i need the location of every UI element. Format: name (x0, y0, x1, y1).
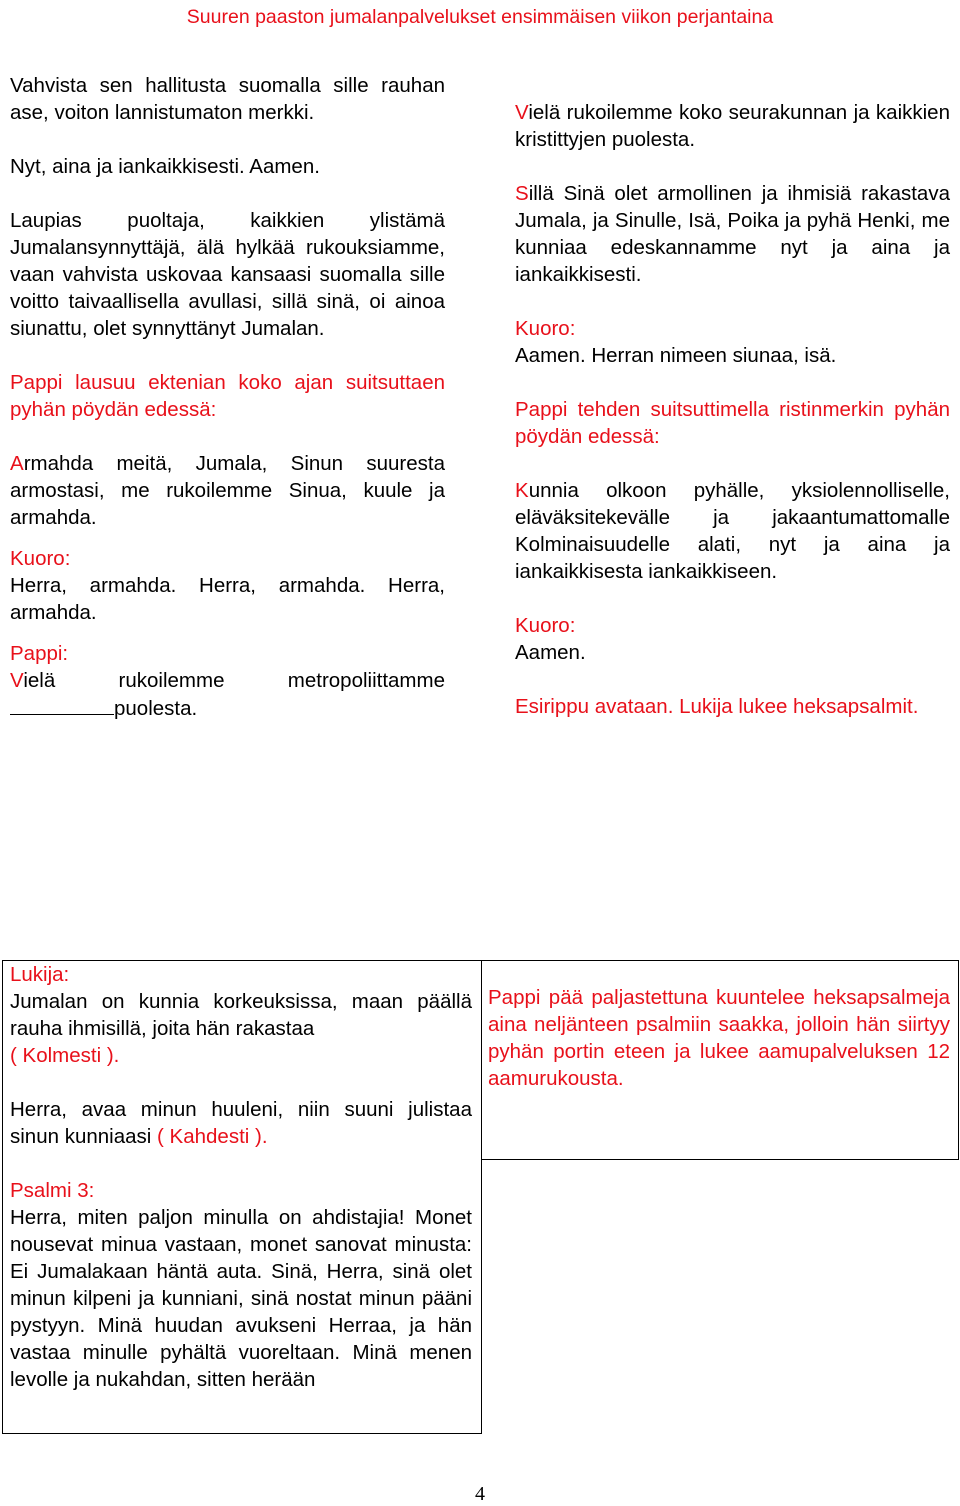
page-number: 4 (475, 1483, 485, 1505)
psalm-text: Herra, miten paljon minulla on ahdistajia! Monet nousevat minua vastaan, monet sanovat minusta: Ei Jumalakaan häntä auta. Sinä, Herra, sinä olet minun kilpeni ja kunniani, sinä nostat minun pääni pystyyn. Minä huudan avukseni Herraa, ja hän vastaa minulle pyhältä vuoreltaan. Minä menen levolle ja nukahdan, sitten herään (10, 1206, 472, 1391)
lips-verse: Herra, avaa minun huuleni, niin suuni julistaa sinun kunniaasi ( Kahdesti ). (10, 1098, 472, 1148)
reader-label: Lukija: (10, 963, 70, 986)
exclamation-paragraph: Sillä Sinä olet armollinen ja ihmisiä rakastava Jumala, ja Sinulle, Isä, Poika ja pyhä Henki, me kunniaa edeskannamme nyt ja aina ja iankaikkisesti. (515, 182, 950, 286)
right-column (515, 99, 950, 720)
psalm-label: Psalmi 3: (10, 1179, 95, 1202)
petition-church: Vielä rukoilemme koko seurakunnan ja kaikkien kristittyjen puolesta. (515, 101, 950, 151)
gloria-verse: Jumalan on kunnia korkeuksissa, maan päällä rauha ihmisillä, joita hän rakastaa ( Kolmesti ). (10, 990, 472, 1067)
rubric-hexapsalm: Pappi pää paljastettuna kuuntelee heksapsalmeja aina neljänteen psalmiin saakka, jolloin hän siirtyy pyhän portin eteen ja lukee aamupalveluksen 12 aamurukousta. (488, 986, 950, 1090)
choir-label: Kuoro: (515, 317, 576, 340)
initial-letter: V (515, 101, 529, 124)
initial-letter: A (10, 452, 24, 475)
rubric-note: ( Kahdesti ). (157, 1125, 268, 1148)
page-header: Suuren paaston jumalanpalvelukset ensimmäisen viikon perjantaina (186, 6, 774, 28)
initial-letter: S (515, 182, 529, 205)
rubric-ektenia: Pappi lausuu ektenian koko ajan suitsuttaen pyhän pöydän edessä: (10, 371, 445, 421)
ektenia-petition: Armahda meitä, Jumala, Sinun suuresta armostasi, me rukoilemme Sinua, kuule ja armahda. (10, 452, 445, 529)
rubric-curtain: Esirippu avataan. Lukija lukee heksapsalmit. (515, 695, 919, 718)
choir-response: Aamen. (515, 641, 586, 664)
reader-box (10, 961, 472, 1393)
initial-letter: V (10, 669, 24, 692)
prayer-paragraph: Vahvista sen hallitusta suomalla sille rauhan ase, voiton lannistumaton merkki. (10, 74, 445, 124)
doxology-line: Nyt, aina ja iankaikkisesti. Aamen. (10, 155, 320, 178)
choir-response: Herra, armahda. Herra, armahda. Herra, armahda. (10, 574, 445, 624)
initial-letter: K (515, 479, 529, 502)
choir-label: Kuoro: (10, 547, 71, 570)
rubric-censer: Pappi tehden suitsuttimella ristinmerkin pyhän pöydän edessä: (515, 398, 950, 448)
petition-end: puolesta. (10, 694, 445, 722)
choir-label: Kuoro: (515, 614, 576, 637)
rubric-note: ( Kolmesti ). (10, 1044, 120, 1067)
theotokion-paragraph: Laupias puoltaja, kaikkien ylistämä Jumalansynnyttäjä, älä hylkää rukouksiamme, vaan vahvista uskovaa kansaasi suomalla sille voitto taivaallisella avullasi, sillä sinä, oi ainoa siunattu, olet synnyttänyt Jumalan. (10, 209, 445, 340)
choir-response: Aamen. Herran nimeen siunaa, isä. (515, 344, 837, 367)
priest-label: Pappi: (10, 642, 69, 665)
petition-metropolitan: Vielä rukoilemme metropoliittamme (10, 669, 445, 692)
glory-paragraph: Kunnia olkoon pyhälle, yksiolennolliselle, eläväksitekevälle ja jakaantumattomalle Kolminaisuudelle alati, nyt ja aina ja iankaikkisesta iankaikkiseen. (515, 479, 950, 583)
priest-box (488, 984, 950, 1092)
name-blank (10, 694, 114, 715)
left-column (10, 72, 445, 722)
